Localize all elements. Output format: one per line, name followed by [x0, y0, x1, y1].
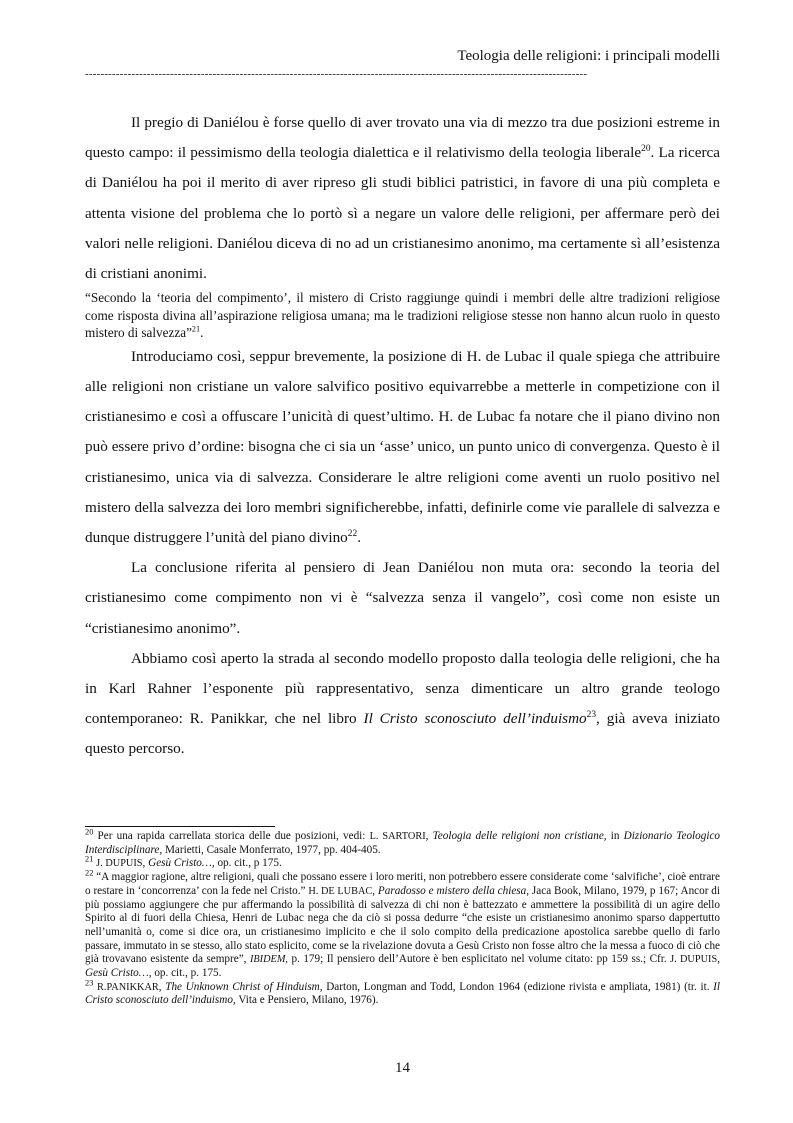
paragraph-3: La conclusione riferita al pensiero di Jean Daniélou non muta ora: secondo la teoria del cristianesimo come compimento non vi è “salvezza senza il vangelo”, così come non esiste un “cristianesimo anonimo”.	[85, 559, 720, 637]
work-title: Gesù Cristo…,	[85, 967, 152, 980]
footnote-21	[85, 854, 720, 871]
footnote-text: Marietti, Casale Monferrato, 1977, pp. 404-405.	[162, 843, 381, 856]
author-name: J. DUPUIS	[96, 858, 143, 870]
footnote-number: 20	[85, 827, 94, 837]
page-number: 14	[395, 1060, 410, 1076]
paragraph-1-text-b: . La ricerca di Daniélou ha poi il merito di aver ripreso gli studi biblici patristici, in favore di una più completa e attenta visione del problema che lo portò sì a negare un valore delle religioni, per affermare però dei valori nelle religioni. Daniélou diceva di no ad un cristianesimo anonimo, ma certamente sì all’esistenza di cristiani anonimi.	[85, 144, 720, 283]
footnote-text: p. 179; Il pensiero dell’Autore è ben esplicitato nel volume citato: pp 159 ss.; Cfr.	[287, 953, 671, 966]
footnote-text: op. cit., p 175.	[214, 857, 282, 870]
paragraph-1	[85, 108, 720, 289]
paragraph-2-text-b: .	[357, 528, 361, 546]
footnotes	[85, 827, 721, 1008]
footnote-ref-23[interactable]: 23	[586, 710, 597, 721]
author-name: R.PANIKKAR	[97, 981, 159, 993]
block-quote	[85, 289, 720, 342]
footnote-text: ,	[717, 953, 720, 966]
footnote-20	[85, 827, 721, 857]
quote-end: .	[200, 325, 204, 341]
work-title: Teologia delle religioni non cristiane,	[432, 830, 607, 842]
footnote-separator	[85, 826, 275, 827]
header-dashed-rule: ----------------------------------------------------------------------------------------------------------------------------------	[85, 68, 588, 80]
footnote-text: ,	[372, 884, 378, 897]
work-title: The Unknown Christ of Hinduism,	[165, 980, 323, 993]
footnote-text: “A maggior ragione, altre religioni, quali che possano essere i loro meriti, non potrebbero essere considerate come ‘salvifiche’, cioè entrare o restare in ‘concorrenza’ con la fede nel Cristo.”	[85, 871, 720, 897]
paragraph-2-text-a: Introduciamo così, seppur brevemente, la posizione di H. de Lubac il quale spiega che attribuire alle religioni non cristiane un valore salvifico positivo equivarrebbe a metterle in competizione con il cristianesimo e così a offuscare l’unicità di quest’ultimo. H. de Lubac fa notare che il piano divino non può essere privo d’ordine: bisogna che ci sia un ‘asse’ unico, un punto unico di convergenza. Questo è il cristianesimo, unica via di salvezza. Considerare le altre religioni come aventi un ruolo positivo nel mistero della salvezza dei loro membri significherebbe, infatti, definirle come vie parallele di salvezza e dunque distruggere l’unità del piano divino	[85, 347, 720, 546]
work-source: Dizionario Teologico Interdisciplinare,	[85, 830, 721, 856]
footnote-text: Per una rapida carrellata storica delle due posizioni, vedi:	[93, 830, 370, 842]
paragraph-2	[85, 342, 720, 553]
footnote-text: ,	[425, 830, 433, 842]
footnote-number: 23	[85, 978, 94, 987]
footnote-text: Darton, Longman and Todd, London 1964 (edizione rivista e ampliata, 1981) (tr. it.	[322, 980, 714, 993]
book-title-italic: Il Cristo sconosciuto dell’induismo	[363, 710, 587, 728]
quote-text: “Secondo la ‘teoria del compimento’, il mistero di Cristo raggiunge quindi i membri delle altre tradizioni religiose come risposta divina all’aspirazione religiosa umana; ma le tradizioni religiose stesse non hanno alcun ruolo in questo mistero di salvezza”	[85, 290, 720, 341]
ibidem: IBIDEM,	[249, 954, 288, 966]
paragraph-4-text-a: Abbiamo così aperto la strada al secondo modello proposto dalla teologia delle religioni, che ha in Karl Rahner l’esponente più rappresentativo, senza dimenticare un altro grande teologo contemporaneo: R. Panikkar, che nel libro	[85, 649, 720, 728]
footnote-22	[85, 868, 721, 981]
paragraph-1-text-a: Il pregio di Daniélou è forse quello di aver trovato una via di mezzo tra due posizioni estreme in questo campo: il pessimismo della teologia dialettica e il relativismo della teologia liberale	[85, 114, 720, 162]
author-name: J. DUPUIS	[670, 954, 718, 966]
footnote-text: ,	[142, 857, 149, 870]
author-name: L. SARTORI	[369, 831, 426, 842]
footnote-text: Jaca Book, Milano, 1979, p 167; Ancor di più possiamo aggiungere che pur affermando la possibilità di salvezza di chi non è battezzato e ammettere la possibilità di un agire dello Spirito al di fuori della Chiesa, Henri de Lubac nega che da ciò si possa dedurre “che esiste un cristianesimo anonimo sparso dappertutto nell’umanità o, come si dice ora, un cristianesimo implicito e che il solo compito della predicazione apostolica sarebbe quello di farlo passare, immutato in se stesso, allo stato esplicito, come se la rivelazione dovuta a Gesù Cristo non fosse altro che la messa a fuoco di ciò che già trovavano esistente da sempre”,	[85, 884, 721, 966]
paragraph-4	[85, 644, 720, 765]
work-title: Il Cristo sconosciuto dell’induismo,	[85, 980, 721, 1007]
footnote-number: 22	[85, 868, 94, 878]
footnote-text: in	[606, 830, 624, 842]
work-title: Paradosso e mistero della chiesa,	[377, 884, 530, 897]
footnote-number: 21	[85, 854, 94, 864]
footnote-text: op. cit., p. 175.	[151, 967, 222, 980]
footnote-23	[85, 978, 721, 1008]
paragraph-4-text-b: , già aveva iniziato questo percorso.	[85, 710, 720, 758]
footnote-text: Vita e Pensiero, Milano, 1976).	[235, 994, 379, 1007]
work-title: Gesù Cristo…,	[148, 857, 215, 870]
author-name: H. DE LUBAC	[308, 885, 373, 897]
footnote-text: ,	[158, 980, 166, 993]
footnote-ref-22[interactable]: 22	[347, 528, 358, 539]
running-header: Teologia delle religioni: i principali modelli	[457, 48, 720, 64]
footnote-ref-20[interactable]: 20	[641, 144, 651, 155]
body-text	[85, 108, 720, 765]
footnote-ref-21[interactable]: 21	[191, 324, 201, 334]
